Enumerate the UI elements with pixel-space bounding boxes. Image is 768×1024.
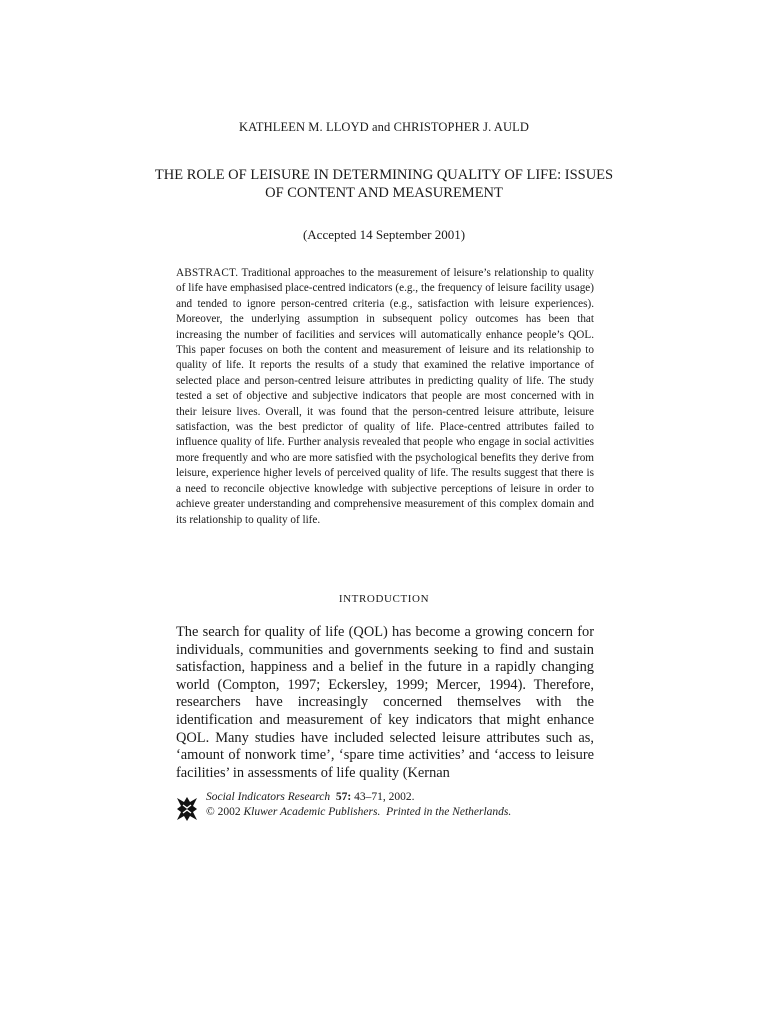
abstract-label: ABSTRACT.	[176, 267, 239, 279]
footer-citation	[206, 790, 511, 820]
footer-line-copyright	[206, 805, 511, 820]
abstract	[176, 266, 594, 528]
paper-authors: KATHLEEN M. LLOYD and CHRISTOPHER J. AULD	[239, 120, 529, 134]
accepted-date: (Accepted 14 September 2001)	[302, 227, 466, 242]
journal-volume: 57:	[335, 791, 352, 803]
publisher-name: Kluwer Academic Publishers.	[243, 806, 381, 818]
paper-title: THE ROLE OF LEISURE IN DETERMINING QUALITY OF LIFE: ISSUES OF CONTENT AND MEASUREMENT	[154, 167, 614, 201]
introduction-text: The search for quality of life (QOL) has become a growing concern for individuals, communities and governments seeking to find and sustain satisfaction, happiness and a belief in the future in a rapidly changing world (Compton, 1997; Eckersley, 1999; Mercer, 1994). Therefore, researchers have increasingly concerned themselves with the identification and measurement of key indicators that might enhance QOL. Many studies have included selected leisure attributes such as, ‘amount of nonwork time’, ‘spare time activities’ and ‘access to leisure facilities’ in assessments of life quality (Kernan	[176, 624, 594, 781]
journal-footer	[176, 790, 594, 826]
printed-location: Printed in the Netherlands.	[386, 806, 512, 818]
journal-pages: 43–71, 2002.	[354, 791, 415, 803]
abstract-text: Traditional approaches to the measurement of leisure’s relationship to quality of life have emphasised place-centred indicators (e.g., the frequency of leisure facility usage) and tended to ignore person-centred criteria (e.g., satisfaction with leisure experiences). Moreover, the underlying assumption in subsequent policy outcomes has been that increasing the number of facilities and services will automatically enhance people’s QOL. This paper focuses on both the content and measurement of leisure and its relationship to quality of life. It reports the results of a study that examined the relative importance of selected place and person-centred leisure attributes in predicting quality of life. The study tested a set of objective and subjective indicators that people are most concerned with in their leisure lives. Overall, it was found that the person-centred leisure attribute, leisure satisfaction, was the best predictor of quality of life. Place-centred attributes failed to influence quality of life. Further analysis revealed that people who engage in social activities more frequently and who are more satisfied with the psychological benefits they derive from leisure, experience higher levels of perceived quality of life. The results suggest that there is a need to reconcile objective knowledge with subjective perceptions of leisure in order to achieve greater understanding and comprehensive measurement of this complex domain and its relationship to quality of life.	[176, 267, 594, 526]
copyright-year: 2002	[217, 806, 241, 818]
section-heading-introduction: INTRODUCTION	[338, 593, 430, 605]
kluwer-logo-icon	[176, 796, 198, 822]
footer-line-journal	[206, 790, 511, 805]
copyright-symbol: ©	[206, 806, 215, 818]
journal-name: Social Indicators Research	[206, 791, 331, 803]
